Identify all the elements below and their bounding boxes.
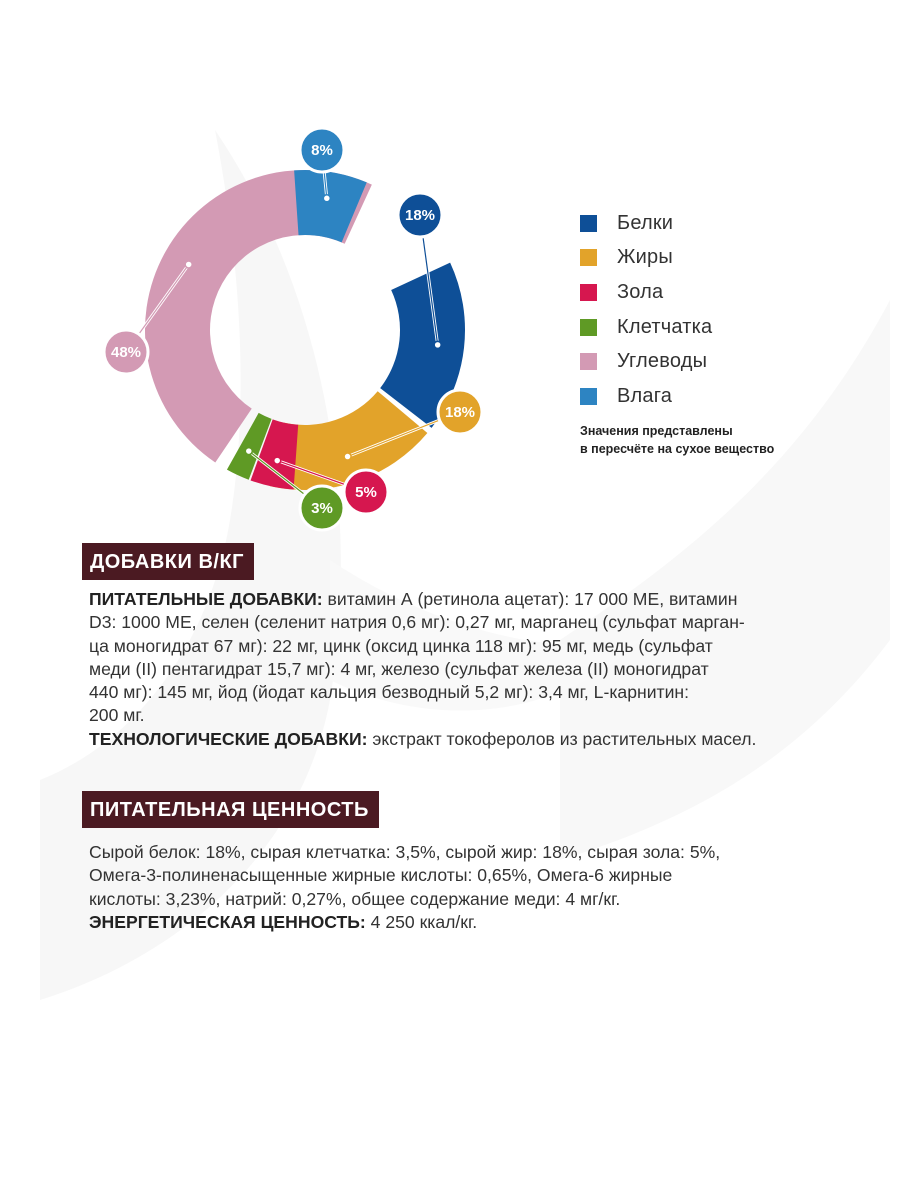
legend-label: Клетчатка: [617, 315, 713, 338]
legend-item: [580, 206, 880, 241]
callout-dot: [434, 341, 441, 348]
nutrition-line: Сырой белок: 18%, сырая клетчатка: 3,5%, сырой жир: 18%, сырая зола: 5%,: [89, 842, 721, 862]
additives-line: ца моногидрат 67 мг): 22 мг, цинк (оксид цинка 118 мг): 95 мг, медь (сульфат: [89, 635, 713, 656]
legend-swatch: [580, 249, 597, 266]
additives-line: меди (II) пентагидрат 15,7 мг): 4 мг, железо (сульфат железа (II) моногидрат: [89, 658, 709, 679]
energy-value: 4 250 ккал/кг.: [365, 911, 478, 932]
data-label: 8%: [311, 142, 333, 159]
legend-label: Зола: [617, 280, 664, 303]
additives-line: витамин А (ретинола ацетат): 17 000 МЕ, витамин: [322, 589, 738, 609]
legend-label: Влага: [617, 384, 673, 407]
legend-item: [580, 344, 880, 379]
legend-swatch: [580, 353, 597, 370]
additives-line: 200 мг.: [89, 705, 145, 726]
legend-swatch: [580, 388, 597, 405]
callout-dot: [344, 453, 351, 460]
legend-item: [580, 310, 880, 345]
energy-value-label: ЭНЕРГЕТИЧЕСКАЯ ЦЕННОСТЬ:: [89, 911, 366, 932]
donut-slice-6: [294, 170, 367, 242]
additives-line: 440 мг): 145 мг, йод (йодат кальция безводный 5,2 мг): 3,4 мг, L-карнитин:: [89, 682, 690, 703]
callout-dot: [323, 195, 330, 202]
legend-label: Углеводы: [617, 350, 708, 373]
legend-label: Жиры: [617, 246, 673, 269]
nutrition-line: кислоты: 3,23%, натрий: 0,27%, общее содержание меди: 4 мг/кг.: [89, 888, 621, 909]
legend-note: [580, 422, 880, 458]
data-label: 48%: [110, 344, 142, 361]
data-label: 5%: [355, 484, 377, 501]
additives-text: [89, 588, 864, 751]
legend-item: [580, 241, 880, 276]
data-label: 18%: [444, 404, 476, 421]
nutritional-additives-label: ПИТАТЕЛЬНЫЕ ДОБАВКИ:: [89, 589, 323, 609]
additives-section-title: ДОБАВКИ В/КГ: [82, 543, 254, 580]
chart-legend: [580, 206, 880, 458]
donut-chart: [60, 120, 520, 540]
legend-swatch: [580, 319, 597, 336]
nutrition-text: [89, 841, 864, 934]
data-label: 18%: [404, 207, 436, 224]
nutrition-section-title: ПИТАТЕЛЬНАЯ ЦЕННОСТЬ: [82, 791, 379, 828]
legend-item: [580, 379, 880, 414]
callout-dot: [274, 457, 281, 464]
legend-note-line: в пересчёте на сухое вещество: [580, 441, 775, 456]
legend-swatch: [580, 215, 597, 232]
additives-line: D3: 1000 МЕ, селен (селенит натрия 0,6 мг): 0,27 мг, марганец (сульфат марган-: [89, 612, 745, 633]
nutrition-line: Омега-3-полиненасыщенные жирные кислоты: 0,65%, Омега-6 жирные: [89, 865, 673, 886]
technological-additives-text: экстракт токоферолов из растительных масел.: [367, 728, 757, 749]
legend-label: Белки: [617, 211, 674, 234]
technological-additives-label: ТЕХНОЛОГИЧЕСКИЕ ДОБАВКИ:: [89, 728, 368, 749]
data-label: 3%: [311, 500, 333, 517]
legend-item: [580, 275, 880, 310]
legend-note-line: Значения представлены: [580, 423, 733, 438]
legend-swatch: [580, 284, 597, 301]
callout-dot: [185, 261, 192, 268]
callout-dot: [245, 448, 252, 455]
